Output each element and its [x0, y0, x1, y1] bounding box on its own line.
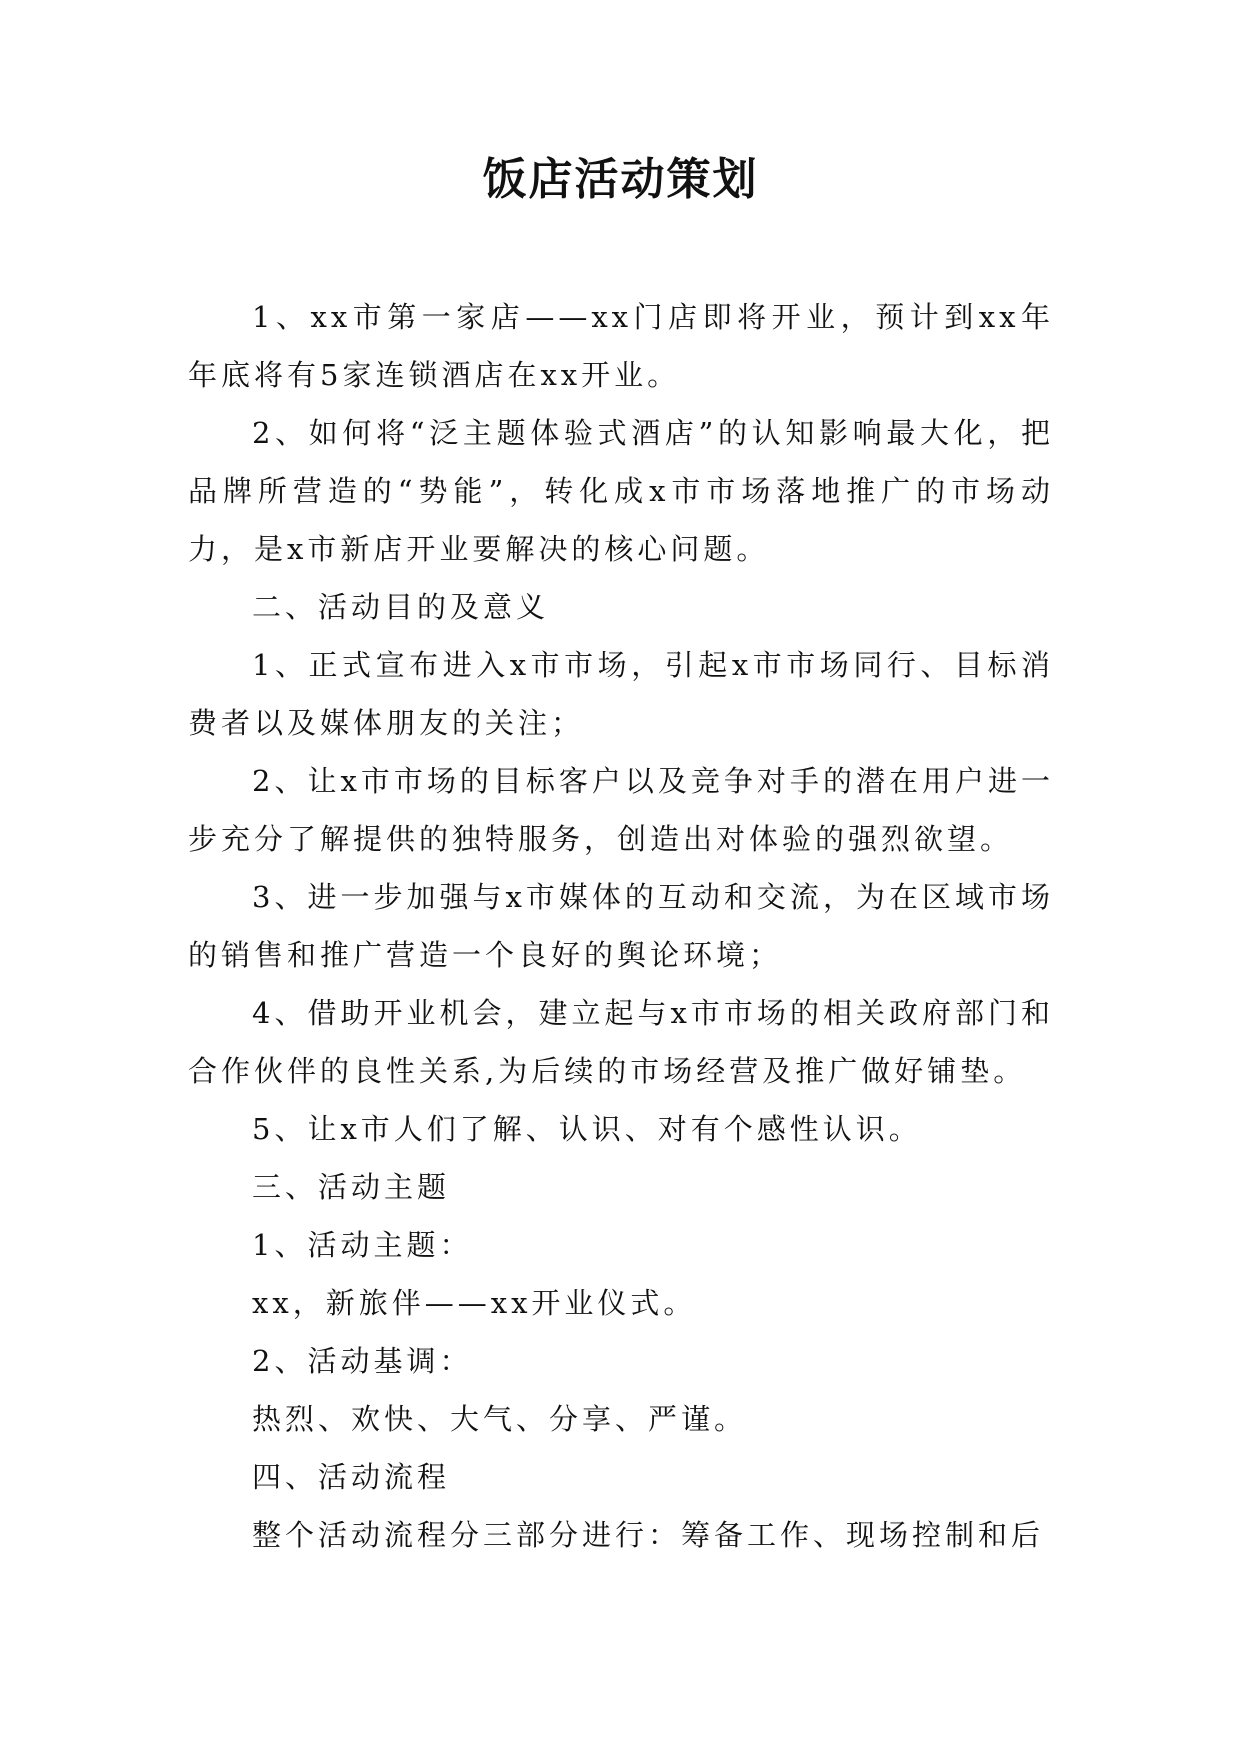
- paragraph: 4、借助开业机会，建立起与x市市场的相关政府部门和合作伙伴的良性关系,为后续的市场经营及推广做好铺垫。: [188, 996, 1054, 1088]
- section-heading: 三、活动主题: [252, 1170, 451, 1204]
- paragraph: xx，新旅伴——xx开业仪式。: [252, 1286, 697, 1320]
- document-body: [188, 288, 1054, 1564]
- paragraph: 1、正式宣布进入x市市场，引起x市市场同行、目标消费者以及媒体朋友的关注；: [188, 648, 1054, 740]
- section-heading: 二、活动目的及意义: [252, 590, 550, 624]
- document-title: 饭店活动策划: [482, 154, 759, 205]
- section-heading: 四、活动流程: [252, 1460, 451, 1494]
- paragraph: 整个活动流程分三部分进行：筹备工作、现场控制和后: [252, 1518, 1045, 1552]
- paragraph: 1、xx市第一家店——xx门店即将开业，预计到xx年年底将有5家连锁酒店在xx开业。: [188, 300, 1054, 392]
- paragraph: 2、让x市市场的目标客户以及竞争对手的潜在用户进一步充分了解提供的独特服务，创造出对体验的强烈欲望。: [188, 764, 1054, 856]
- paragraph: 5、让x市人们了解、认识、对有个感性认识。: [252, 1112, 922, 1146]
- paragraph: 热烈、欢快、大气、分享、严谨。: [252, 1402, 748, 1436]
- paragraph: 2、如何将“泛主题体验式酒店”的认知影响最大化，把品牌所营造的“势能”，转化成x市市场落地推广的市场动力，是x市新店开业要解决的核心问题。: [188, 416, 1054, 566]
- paragraph: 3、进一步加强与x市媒体的互动和交流，为在区域市场的销售和推广营造一个良好的舆论环境；: [188, 880, 1054, 972]
- paragraph: 1、活动主题：: [252, 1228, 473, 1262]
- paragraph: 2、活动基调：: [252, 1344, 473, 1378]
